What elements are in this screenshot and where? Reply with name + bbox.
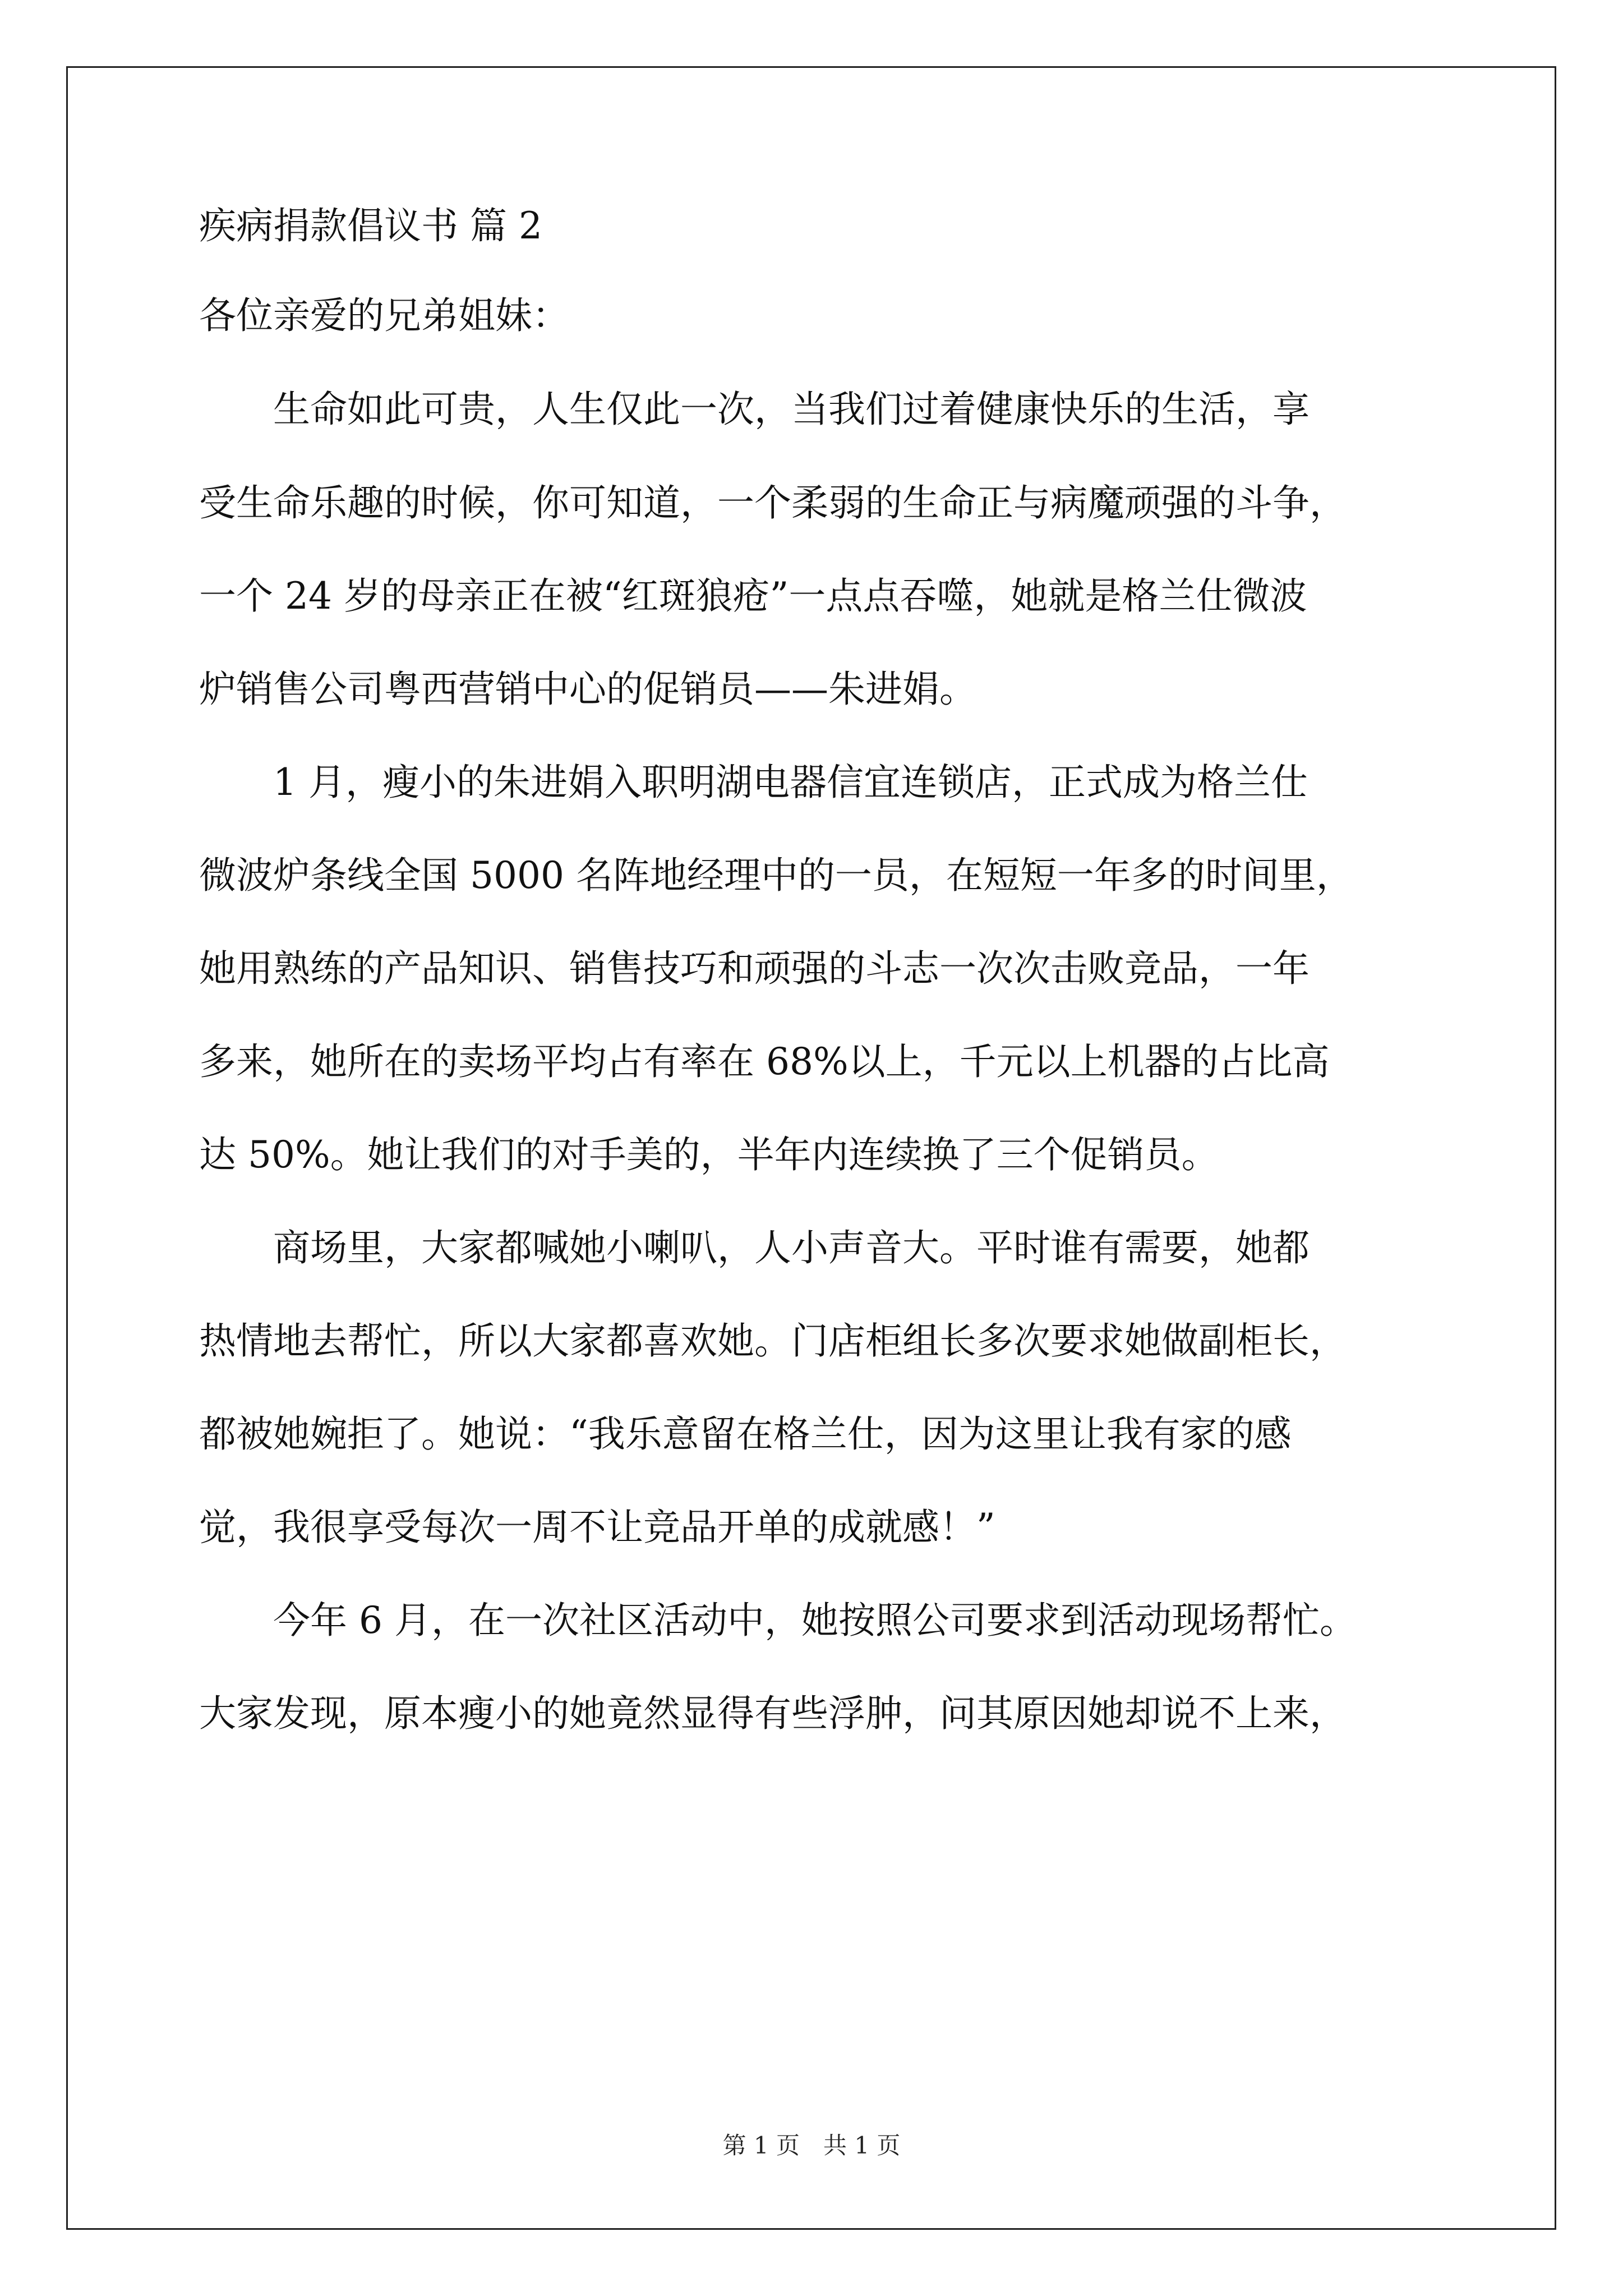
body-line: 微波炉条线全国 5000 名阵地经理中的一员，在短短一年多的时间里， xyxy=(199,854,1353,897)
salutation: 各位亲爱的兄弟姐妹： xyxy=(199,294,569,337)
body-line: 今年 6 月，在一次社区活动中，她按照公司要求到活动现场帮忙。 xyxy=(199,1599,1357,1642)
body-line: 都被她婉拒了。她说：“我乐意留在格兰仕，因为这里让我有家的感 xyxy=(199,1412,1292,1456)
body-line: 觉，我很享受每次一周不让竞品开单的成就感！” xyxy=(199,1506,995,1549)
body-line: 一个 24 岁的母亲正在被“红斑狼疮”一点点吞噬，她就是格兰仕微波 xyxy=(199,574,1307,618)
body-line: 1 月，瘦小的朱进娟入职明湖电器信宜连锁店，正式成为格兰仕 xyxy=(199,761,1308,804)
body-line: 大家发现，原本瘦小的她竟然显得有些浮肿，问其原因她却说不上来， xyxy=(199,1692,1347,1735)
body-line: 热情地去帮忙，所以大家都喜欢她。门店柜组长多次要求她做副柜长， xyxy=(199,1319,1347,1363)
body-line: 受生命乐趣的时候，你可知道，一个柔弱的生命正与病魔顽强的斗争， xyxy=(199,481,1347,524)
body-line: 多来，她所在的卖场平均占有率在 68%以上，千元以上机器的占比高 xyxy=(199,1040,1330,1083)
page-number-footer: 第 1 页 共 1 页 xyxy=(722,2132,901,2159)
body-line: 她用熟练的产品知识、销售技巧和顽强的斗志一次次击败竞品，一年 xyxy=(199,947,1310,990)
body-line: 商场里，大家都喊她小喇叭，人小声音大。平时谁有需要，她都 xyxy=(199,1226,1310,1269)
document-title: 疾病捐款倡议书 篇 2 xyxy=(199,204,542,247)
body-line: 炉销售公司粤西营销中心的促销员——朱进娟。 xyxy=(199,668,976,711)
body-line: 达 50%。她让我们的对手美的，半年内连续换了三个促销员。 xyxy=(199,1133,1219,1176)
body-line: 生命如此可贵，人生仅此一次，当我们过着健康快乐的生活，享 xyxy=(199,388,1310,431)
